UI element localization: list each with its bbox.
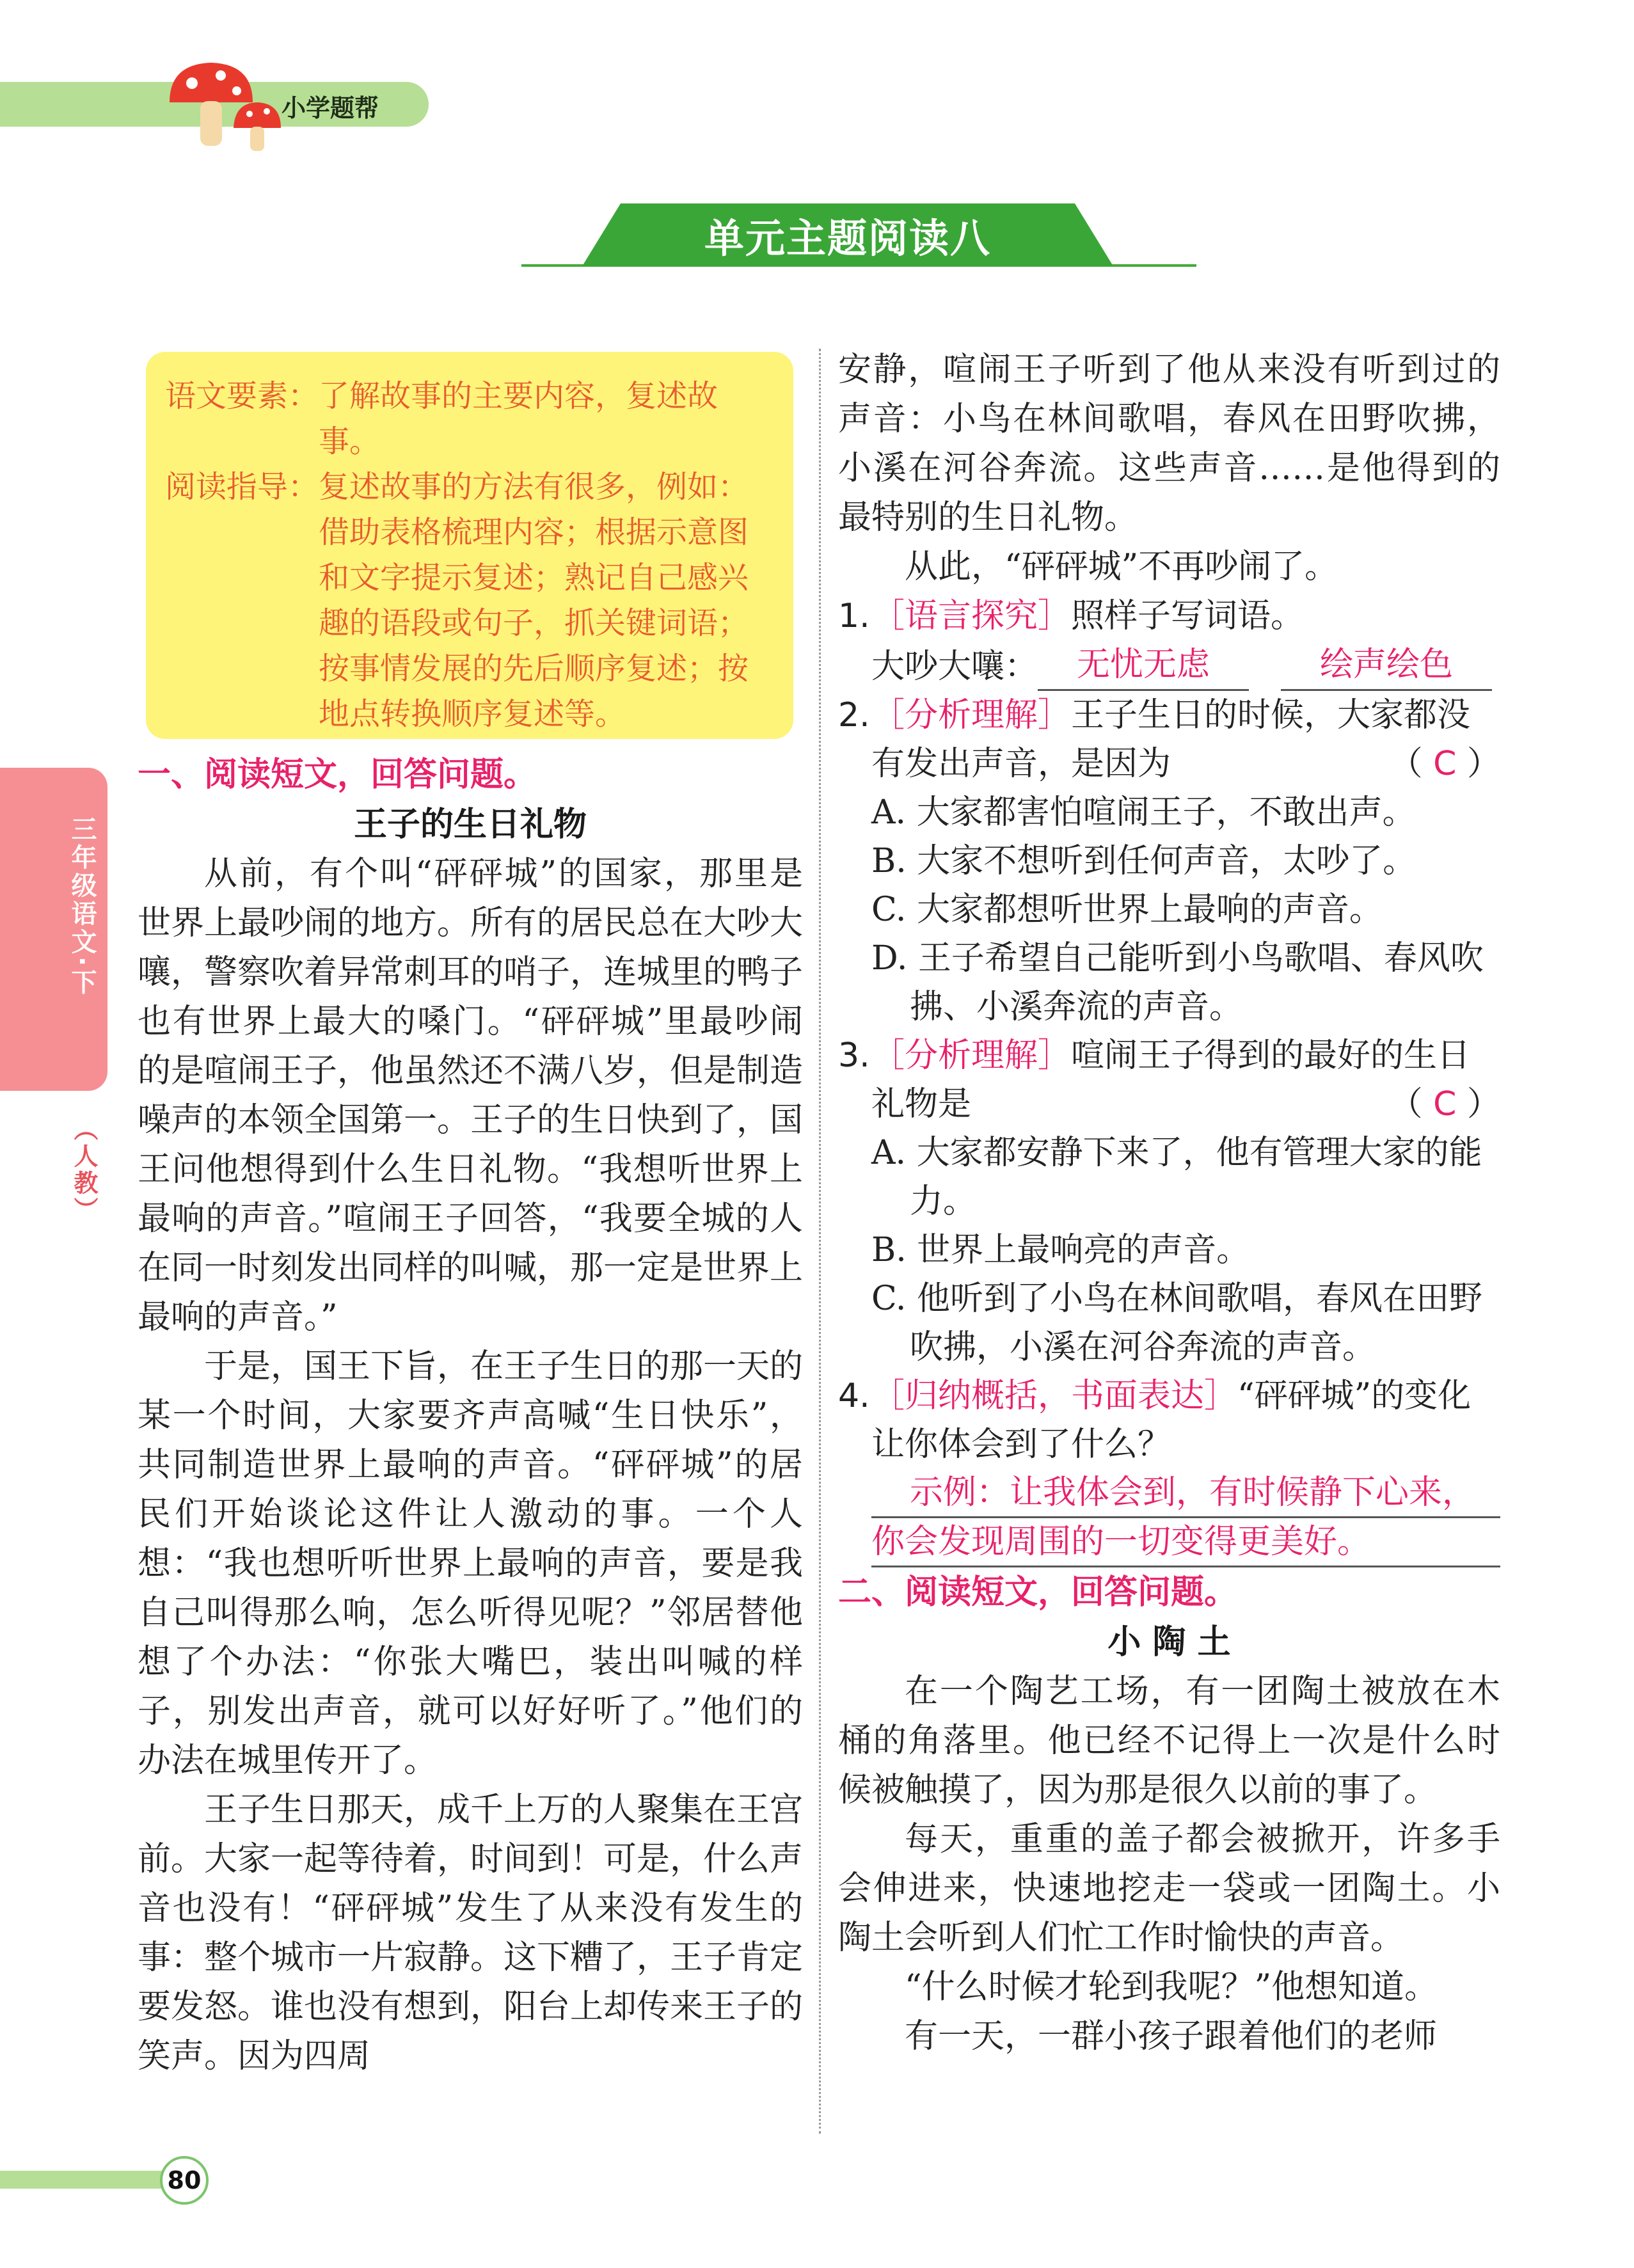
story2-paragraph: 每天，重重的盖子都会被掀开，许多手会伸进来，快速地挖走一袋或一团陶土。小陶土会听到人们忙工作时愉快的声音。: [838, 1820, 1500, 1957]
side-tab-edition: （人教）: [70, 1116, 98, 1224]
story1-paragraph: 王子生日那天，成千上万的人聚集在王宫前。大家一起等待着，时间到！可是，什么声音也没有！“砰砰城”发生了从来没有发生的事：整个城市一片寂静。这下糟了，王子肯定要发怒。谁也没有想到，阳台上却传来王子的笑声。因为四周: [138, 1791, 804, 2075]
section2-heading: 二、阅读短文，回答问题。: [838, 1573, 1238, 1612]
mushroom-logo-icon: [163, 58, 285, 154]
story1-title: 王子的生日礼物: [353, 805, 587, 844]
question-number: 2.: [838, 696, 870, 734]
question-tag: ［语言探究］: [871, 597, 1072, 635]
option[interactable]: B. 世界上最响亮的声音。: [871, 1231, 1250, 1269]
question-number: 3.: [838, 1036, 870, 1075]
story2-paragraph: 有一天，一群小孩子跟着他们的老师: [905, 2017, 1438, 2056]
question-tag: ［分析理解］: [871, 696, 1072, 734]
question-4: [838, 1372, 1500, 1567]
example-word: 大吵大嚷：: [871, 647, 1038, 686]
question-tag: ［归纳概括，书面表达］: [871, 1377, 1238, 1415]
option[interactable]: A. 大家都安静下来了，他有管理大家的能力。: [871, 1134, 1482, 1221]
option[interactable]: C. 大家都想听世界上最响的声音。: [871, 891, 1383, 929]
option[interactable]: A. 大家都害怕喧闹王子，不敢出声。: [871, 793, 1416, 832]
option[interactable]: D. 王子希望自己能听到小鸟歌唱、春风吹拂、小溪奔流的声音。: [871, 939, 1484, 1026]
story2-paragraph: “什么时候才轮到我呢？”他想知道。: [905, 1968, 1438, 2006]
option[interactable]: B. 大家不想听到任何声音，太吵了。: [871, 842, 1416, 880]
left-column: [138, 750, 803, 2081]
guide-reading-row: [165, 464, 775, 737]
question-3: [838, 1031, 1500, 1372]
answer-line: 你会发现周围的一切变得更美好。: [871, 1518, 1500, 1567]
option[interactable]: C. 他听到了小鸟在林间歌唱，春风在田野吹拂，小溪在河谷奔流的声音。: [871, 1280, 1482, 1367]
section1-heading: 一、阅读短文，回答问题。: [138, 756, 537, 794]
story1-paragraph: 于是，国王下旨，在王子生日的那一天的某一个时间，大家要齐声高喊“生日快乐”，共同制造世界上最响的声音。“砰砰城”的居民们开始谈论这件让人激动的事。一个人想：“我也想听听世界上最响的声音，要是我自己叫得那么响，怎么听得见呢？”邻居替他想了个办法：“你张大嘴巴，装出叫喊的样子，别发出声音，就可以好好听了。”他们的办法在城里传开了。: [138, 1347, 804, 1780]
answer-blank[interactable]: 绘声绘色: [1281, 640, 1492, 691]
side-tab-grade: 三年级语文·下: [67, 816, 97, 997]
story1-last-paragraph: 从此，“砰砰城”不再吵闹了。: [905, 548, 1338, 586]
answer-paren[interactable]: （ C ）: [1389, 745, 1500, 783]
guide-element-row: [165, 374, 775, 464]
story1-paragraph-continued: 安静，喧闹王子听到了他从来没有听到过的声音：小鸟在林间歌唱，春风在田野吹拂，小溪在河谷奔流。这些声音……是他得到的最特别的生日礼物。: [838, 351, 1500, 537]
question-2: [838, 691, 1500, 1031]
column-divider: [819, 349, 821, 2134]
question-text: “砰砰城”的变化让你体会到了什么？: [871, 1377, 1471, 1464]
question-tag: ［分析理解］: [871, 1036, 1072, 1075]
guide-reading-text: 复述故事的方法有很多，例如：借助表格梳理内容；根据示意图和文字提示复述；熟记自己感兴趣的语段或句子，抓关键词语；按事情发展的先后顺序复述；按地点转换顺序复述等。: [319, 469, 749, 732]
right-column: [838, 345, 1500, 2061]
question-text: 喧闹王子得到的最好的生日礼物是: [871, 1036, 1471, 1123]
guide-reading-label: 阅读指导：: [165, 469, 319, 505]
fill-blank-row: [838, 640, 1500, 691]
question-text: 照样子写词语。: [1071, 597, 1305, 635]
story2-title: 小 陶 土: [1107, 1623, 1231, 1661]
answer-paren[interactable]: （ C ）: [1389, 1085, 1500, 1123]
question-number: 4.: [838, 1377, 870, 1415]
brand-name: 小学题帮: [282, 94, 379, 122]
choice-answer: C: [1433, 1085, 1457, 1123]
story2-paragraph: 在一个陶艺工场，有一团陶土被放在木桶的角落里。他已经不记得上一次是什么时候被触摸了，因为那是很久以前的事了。: [838, 1672, 1500, 1809]
guide-element-text: 了解故事的主要内容，复述故事。: [319, 378, 718, 459]
written-answer[interactable]: [871, 1469, 1500, 1567]
choice-answer: C: [1433, 745, 1457, 783]
guide-element-label: 语文要素：: [165, 378, 319, 414]
question-number: 1.: [838, 597, 870, 635]
page-title: 单元主题阅读八: [704, 214, 991, 262]
story1-paragraph: 从前，有个叫“砰砰城”的国家，那里是世界上最吵闹的地方。所有的居民总在大吵大嚷，警察吹着异常刺耳的哨子，连城里的鸭子也有世界上最大的嗓门。“砰砰城”里最吵闹的是喧闹王子，他虽然还不满八岁，但是制造噪声的本领全国第一。王子的生日快到了，国王问他想得到什么生日礼物。“我想听世界上最响的声音。”喧闹王子回答，“我要全城的人在同一时刻发出同样的叫喊，那一定是世界上最响的声音。”: [138, 855, 804, 1336]
question-text: 王子生日的时候，大家都没有发出声音，是因为: [871, 696, 1471, 783]
answer-blank[interactable]: 无忧无虑: [1038, 640, 1249, 691]
page-number: 80: [160, 2156, 209, 2205]
reading-guide-box: [146, 352, 793, 739]
answer-line: 示例：让我体会到，有时候静下心来，: [871, 1469, 1500, 1518]
question-1: [838, 592, 1500, 691]
footer-band: [0, 2171, 170, 2189]
